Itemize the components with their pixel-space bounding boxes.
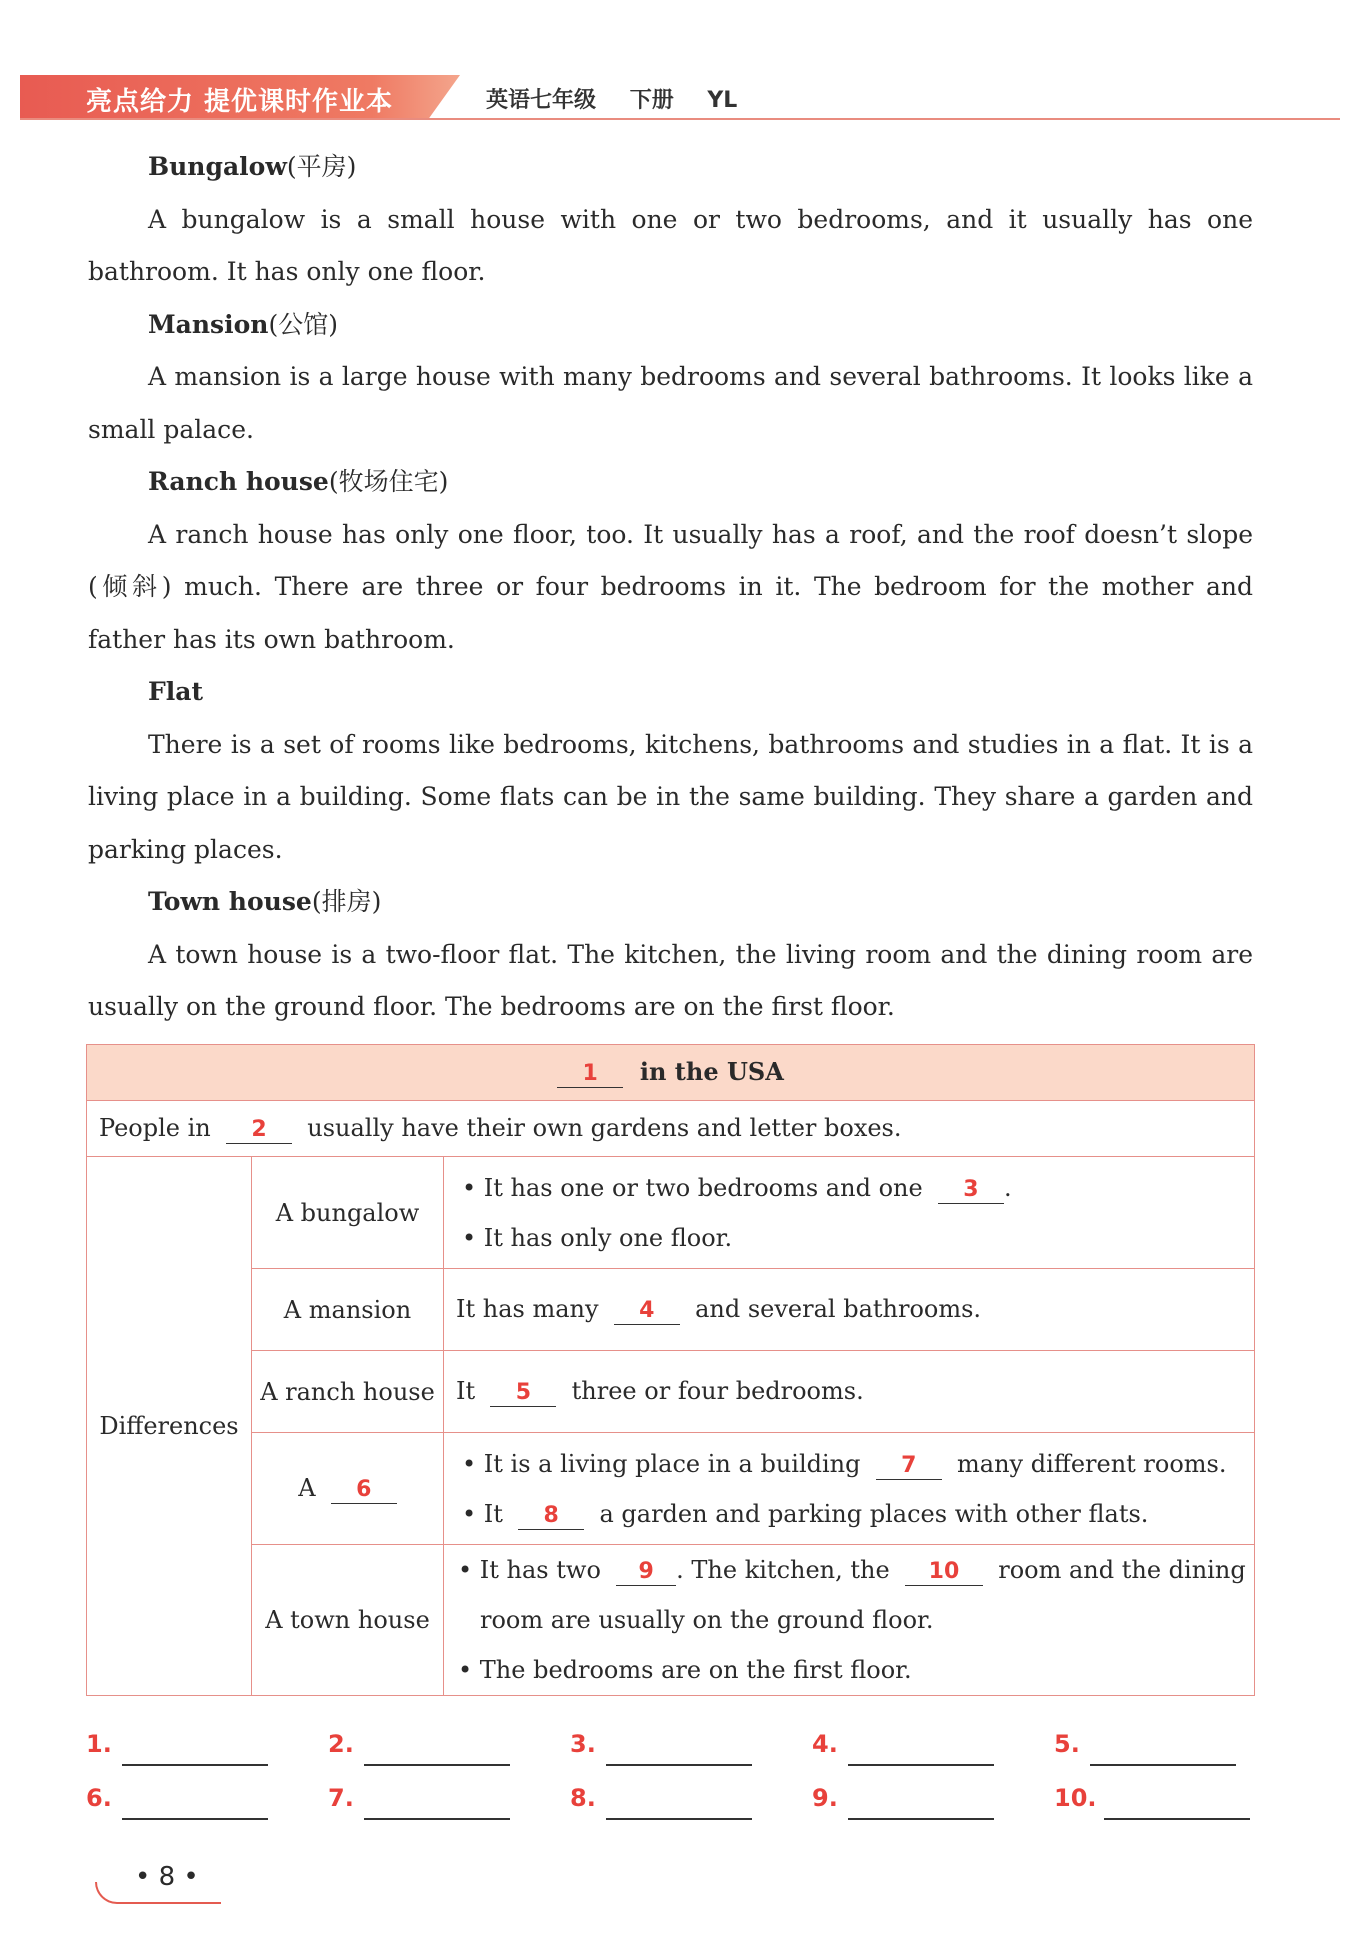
answer-label: 5. <box>1054 1730 1080 1758</box>
answer-line-9[interactable] <box>848 1818 994 1820</box>
volume-label: 下册 <box>629 88 674 113</box>
page-header <box>20 75 1340 120</box>
answer-label: 1. <box>86 1730 112 1758</box>
blank-6[interactable]: 6 <box>331 1477 397 1504</box>
table-title-row <box>87 1045 1255 1101</box>
table-row <box>87 1269 1255 1351</box>
blank-8[interactable]: 8 <box>518 1503 584 1530</box>
table-row <box>87 1157 1255 1269</box>
answer-line-6[interactable] <box>122 1818 268 1820</box>
summary-table <box>86 1044 1255 1696</box>
row-label-bungalow: A bungalow <box>252 1157 444 1269</box>
table-row <box>87 1433 1255 1545</box>
blank-7[interactable]: 7 <box>876 1453 942 1480</box>
blank-4[interactable]: 4 <box>614 1298 680 1325</box>
section-heading-ranch: Ranch house(牧场住宅) <box>148 467 449 496</box>
answer-row <box>86 1784 1266 1838</box>
table-row: People in 2 usually have their own gardens and letter boxes. <box>87 1101 1255 1157</box>
answer-label: 6. <box>86 1784 112 1812</box>
edition-label: YL <box>707 88 738 113</box>
brand-title: 亮点给力 提优课时作业本 <box>86 87 394 117</box>
answer-line-5[interactable] <box>1090 1764 1236 1766</box>
answer-line-2[interactable] <box>364 1764 510 1766</box>
answer-area <box>86 1730 1266 1838</box>
row-label-ranch: A ranch house <box>252 1351 444 1433</box>
paragraph-ranch: A ranch house has only one floor, too. It usually has a roof, and the roof doesn’t slope (倾斜) much. There are three or four bedrooms in it. The bedroom for the mother and father has its own bathroom. <box>88 519 1253 654</box>
page-number: • 8 • <box>95 1862 225 1902</box>
section-heading-flat: Flat <box>148 677 203 706</box>
differences-label: Differences <box>87 1157 252 1696</box>
paragraph-town-house: A town house is a two-floor flat. The kitchen, the living room and the dining room are usually on the ground floor. The bedrooms are on the first floor. <box>88 939 1253 1021</box>
answer-line-10[interactable] <box>1104 1818 1250 1820</box>
mansion-details: It has many 4 and several bathrooms. <box>444 1269 1255 1351</box>
town-house-details: • It has two 9 . The kitchen, the 10 room and the dining room are usually on the ground floor. • The bedrooms are on the first floor. <box>444 1545 1255 1696</box>
answer-line-7[interactable] <box>364 1818 510 1820</box>
blank-9[interactable]: 9 <box>616 1559 676 1586</box>
row-label-flat: A 6 <box>252 1433 444 1545</box>
answer-label: 7. <box>328 1784 354 1812</box>
answer-label: 8. <box>570 1784 596 1812</box>
table-row <box>87 1545 1255 1696</box>
answer-label: 9. <box>812 1784 838 1812</box>
blank-5[interactable]: 5 <box>490 1380 556 1407</box>
blank-1[interactable]: 1 <box>557 1061 623 1088</box>
blank-10[interactable]: 10 <box>905 1559 983 1586</box>
answer-line-3[interactable] <box>606 1764 752 1766</box>
header-divider <box>20 118 1340 120</box>
answer-label: 3. <box>570 1730 596 1758</box>
row-label-town-house: A town house <box>252 1545 444 1696</box>
answer-label: 2. <box>328 1730 354 1758</box>
paragraph-bungalow: A bungalow is a small house with one or two bedrooms, and it usually has one bathroom. It has only one floor. <box>88 204 1253 286</box>
section-heading-bungalow: Bungalow(平房) <box>148 152 357 181</box>
answer-line-4[interactable] <box>848 1764 994 1766</box>
blank-2[interactable]: 2 <box>226 1117 292 1144</box>
table-row <box>87 1351 1255 1433</box>
bungalow-details: • It has one or two bedrooms and one 3 . • It has only one floor. <box>444 1157 1255 1269</box>
section-heading-town-house: Town house(排房) <box>148 887 382 916</box>
answer-label: 10. <box>1054 1784 1097 1812</box>
subject-label: 英语七年级 <box>486 88 597 113</box>
answer-line-1[interactable] <box>122 1764 268 1766</box>
page-number-underline <box>123 1902 221 1904</box>
flat-details: • It is a living place in a building 7 many different rooms. • It 8 a garden and parking places with other flats. <box>444 1433 1255 1545</box>
paragraph-mansion: A mansion is a large house with many bedrooms and several bathrooms. It looks like a small palace. <box>88 362 1253 444</box>
book-info <box>486 83 763 114</box>
answer-row <box>86 1730 1266 1784</box>
answer-line-8[interactable] <box>606 1818 752 1820</box>
section-heading-mansion: Mansion(公馆) <box>148 309 338 339</box>
table-title: in the USA <box>639 1057 784 1086</box>
row-label-mansion: A mansion <box>252 1269 444 1351</box>
paragraph-flat: There is a set of rooms like bedrooms, kitchens, bathrooms and studies in a flat. It is a living place in a building. Some flats can be in the same building. They share a garden and parking places. <box>88 729 1253 864</box>
reading-passage <box>88 141 1253 1034</box>
ranch-details: It 5 three or four bedrooms. <box>444 1351 1255 1433</box>
answer-label: 4. <box>812 1730 838 1758</box>
blank-3[interactable]: 3 <box>938 1177 1004 1204</box>
